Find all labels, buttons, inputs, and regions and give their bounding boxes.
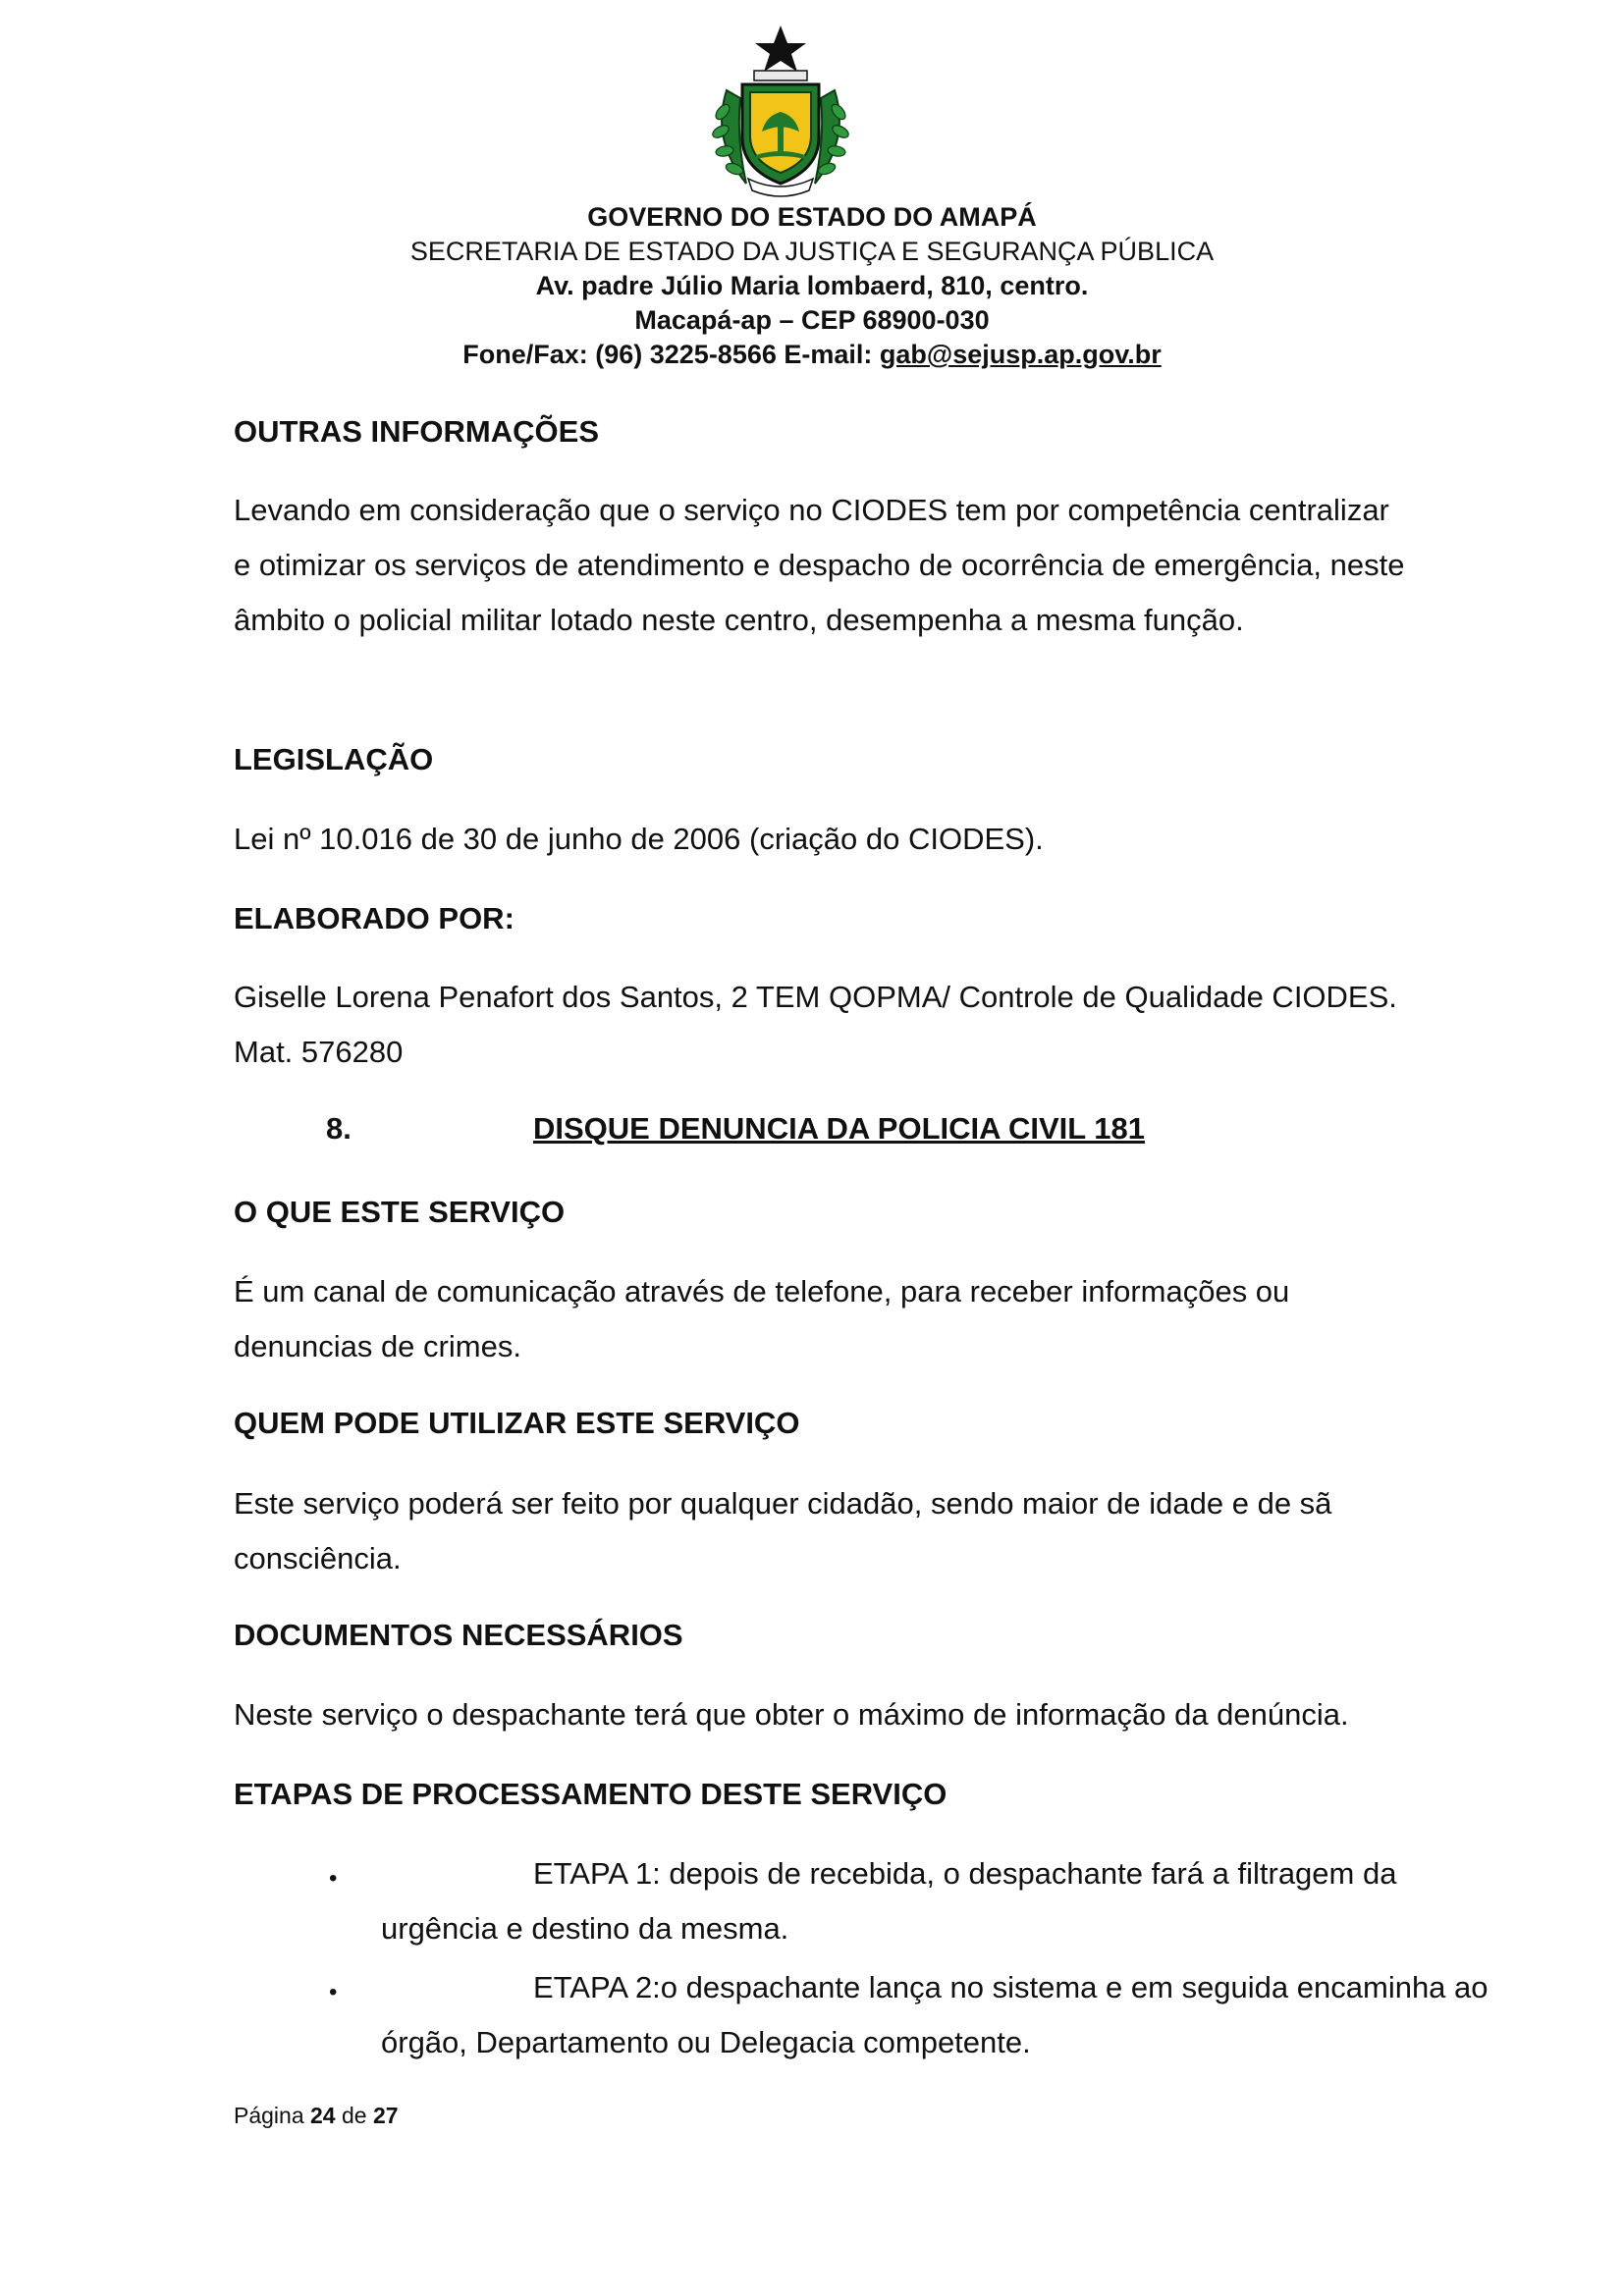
header-secretariat: SECRETARIA DE ESTADO DA JUSTIÇA E SEGURANÇA PÚBLICA — [409, 237, 1215, 266]
header-city-cep: Macapá-ap – CEP 68900-030 — [634, 305, 990, 335]
section-title-legislacao: LEGISLAÇÃO — [234, 742, 434, 776]
section-title-documentos-necessarios: DOCUMENTOS NECESSÁRIOS — [234, 1618, 683, 1652]
section-title-etapas: ETAPAS DE PROCESSAMENTO DESTE SERVIÇO — [234, 1777, 947, 1811]
section-title-elaborado-por: ELABORADO POR: — [234, 901, 514, 935]
bullet-icon: • — [329, 1979, 338, 2005]
section-text-legislacao: Lei nº 10.016 de 30 de junho de 2006 (criação do CIODES). — [234, 822, 1044, 856]
header-contact — [0, 338, 1624, 371]
section-text-quem-pode-utilizar: Este serviço poderá ser feito por qualquer cidadão, sendo maior de idade e de sã consciência. — [234, 1486, 1332, 1575]
email-link[interactable]: gab@sejusp.ap.gov.br — [879, 340, 1162, 369]
section-text-documentos-necessarios: Neste serviço o despachante terá que obter o máximo de informação da denúncia. — [234, 1697, 1349, 1732]
section-text-o-que-este-servico: É um canal de comunicação através de telefone, para receber informações ou denuncias de crimes. — [234, 1274, 1290, 1363]
header-phone: Fone/Fax: (96) 3225-8566 E-mail: — [462, 340, 880, 369]
section-text-outras-informacoes: Levando em consideração que o serviço no CIODES tem por competência centralizar e otimizar os serviços de atendimento e despacho de ocorrência de emergência, neste âmbito o policial militar lotado neste centro, desempenha a mesma função. — [234, 493, 1405, 637]
page-number: Página 24 de 27 — [234, 2103, 399, 2128]
coat-of-arms-icon — [697, 22, 864, 204]
section-text-elaborado-por: Giselle Lorena Penafort dos Santos, 2 TEM QOPMA/ Controle de Qualidade CIODES. Mat. 576280 — [234, 980, 1397, 1069]
service-title: DISQUE DENUNCIA DA POLICIA CIVIL 181 — [533, 1111, 1145, 1146]
list-item-etapa-2 — [381, 1960, 1490, 2070]
service-number: 8. — [326, 1111, 352, 1146]
etapa-1-text: ETAPA 1: depois de recebida, o despachante fará a filtragem da urgência e destino da mesma. — [381, 1856, 1397, 1946]
list-item-etapa-1 — [381, 1846, 1490, 1956]
section-title-o-que-este-servico: O QUE ESTE SERVIÇO — [234, 1195, 566, 1229]
section-title-quem-pode-utilizar: QUEM PODE UTILIZAR ESTE SERVIÇO — [234, 1406, 800, 1440]
header-address: Av. padre Júlio Maria lombaerd, 810, centro. — [535, 271, 1089, 300]
section-title-outras-informacoes: OUTRAS INFORMAÇÕES — [234, 414, 599, 449]
etapa-2-text: ETAPA 2:o despachante lança no sistema e em seguida encaminha ao órgão, Departamento ou Delegacia competente. — [381, 1970, 1489, 2059]
header-government: GOVERNO DO ESTADO DO AMAPÁ — [587, 202, 1037, 232]
bullet-icon: • — [329, 1865, 338, 1892]
